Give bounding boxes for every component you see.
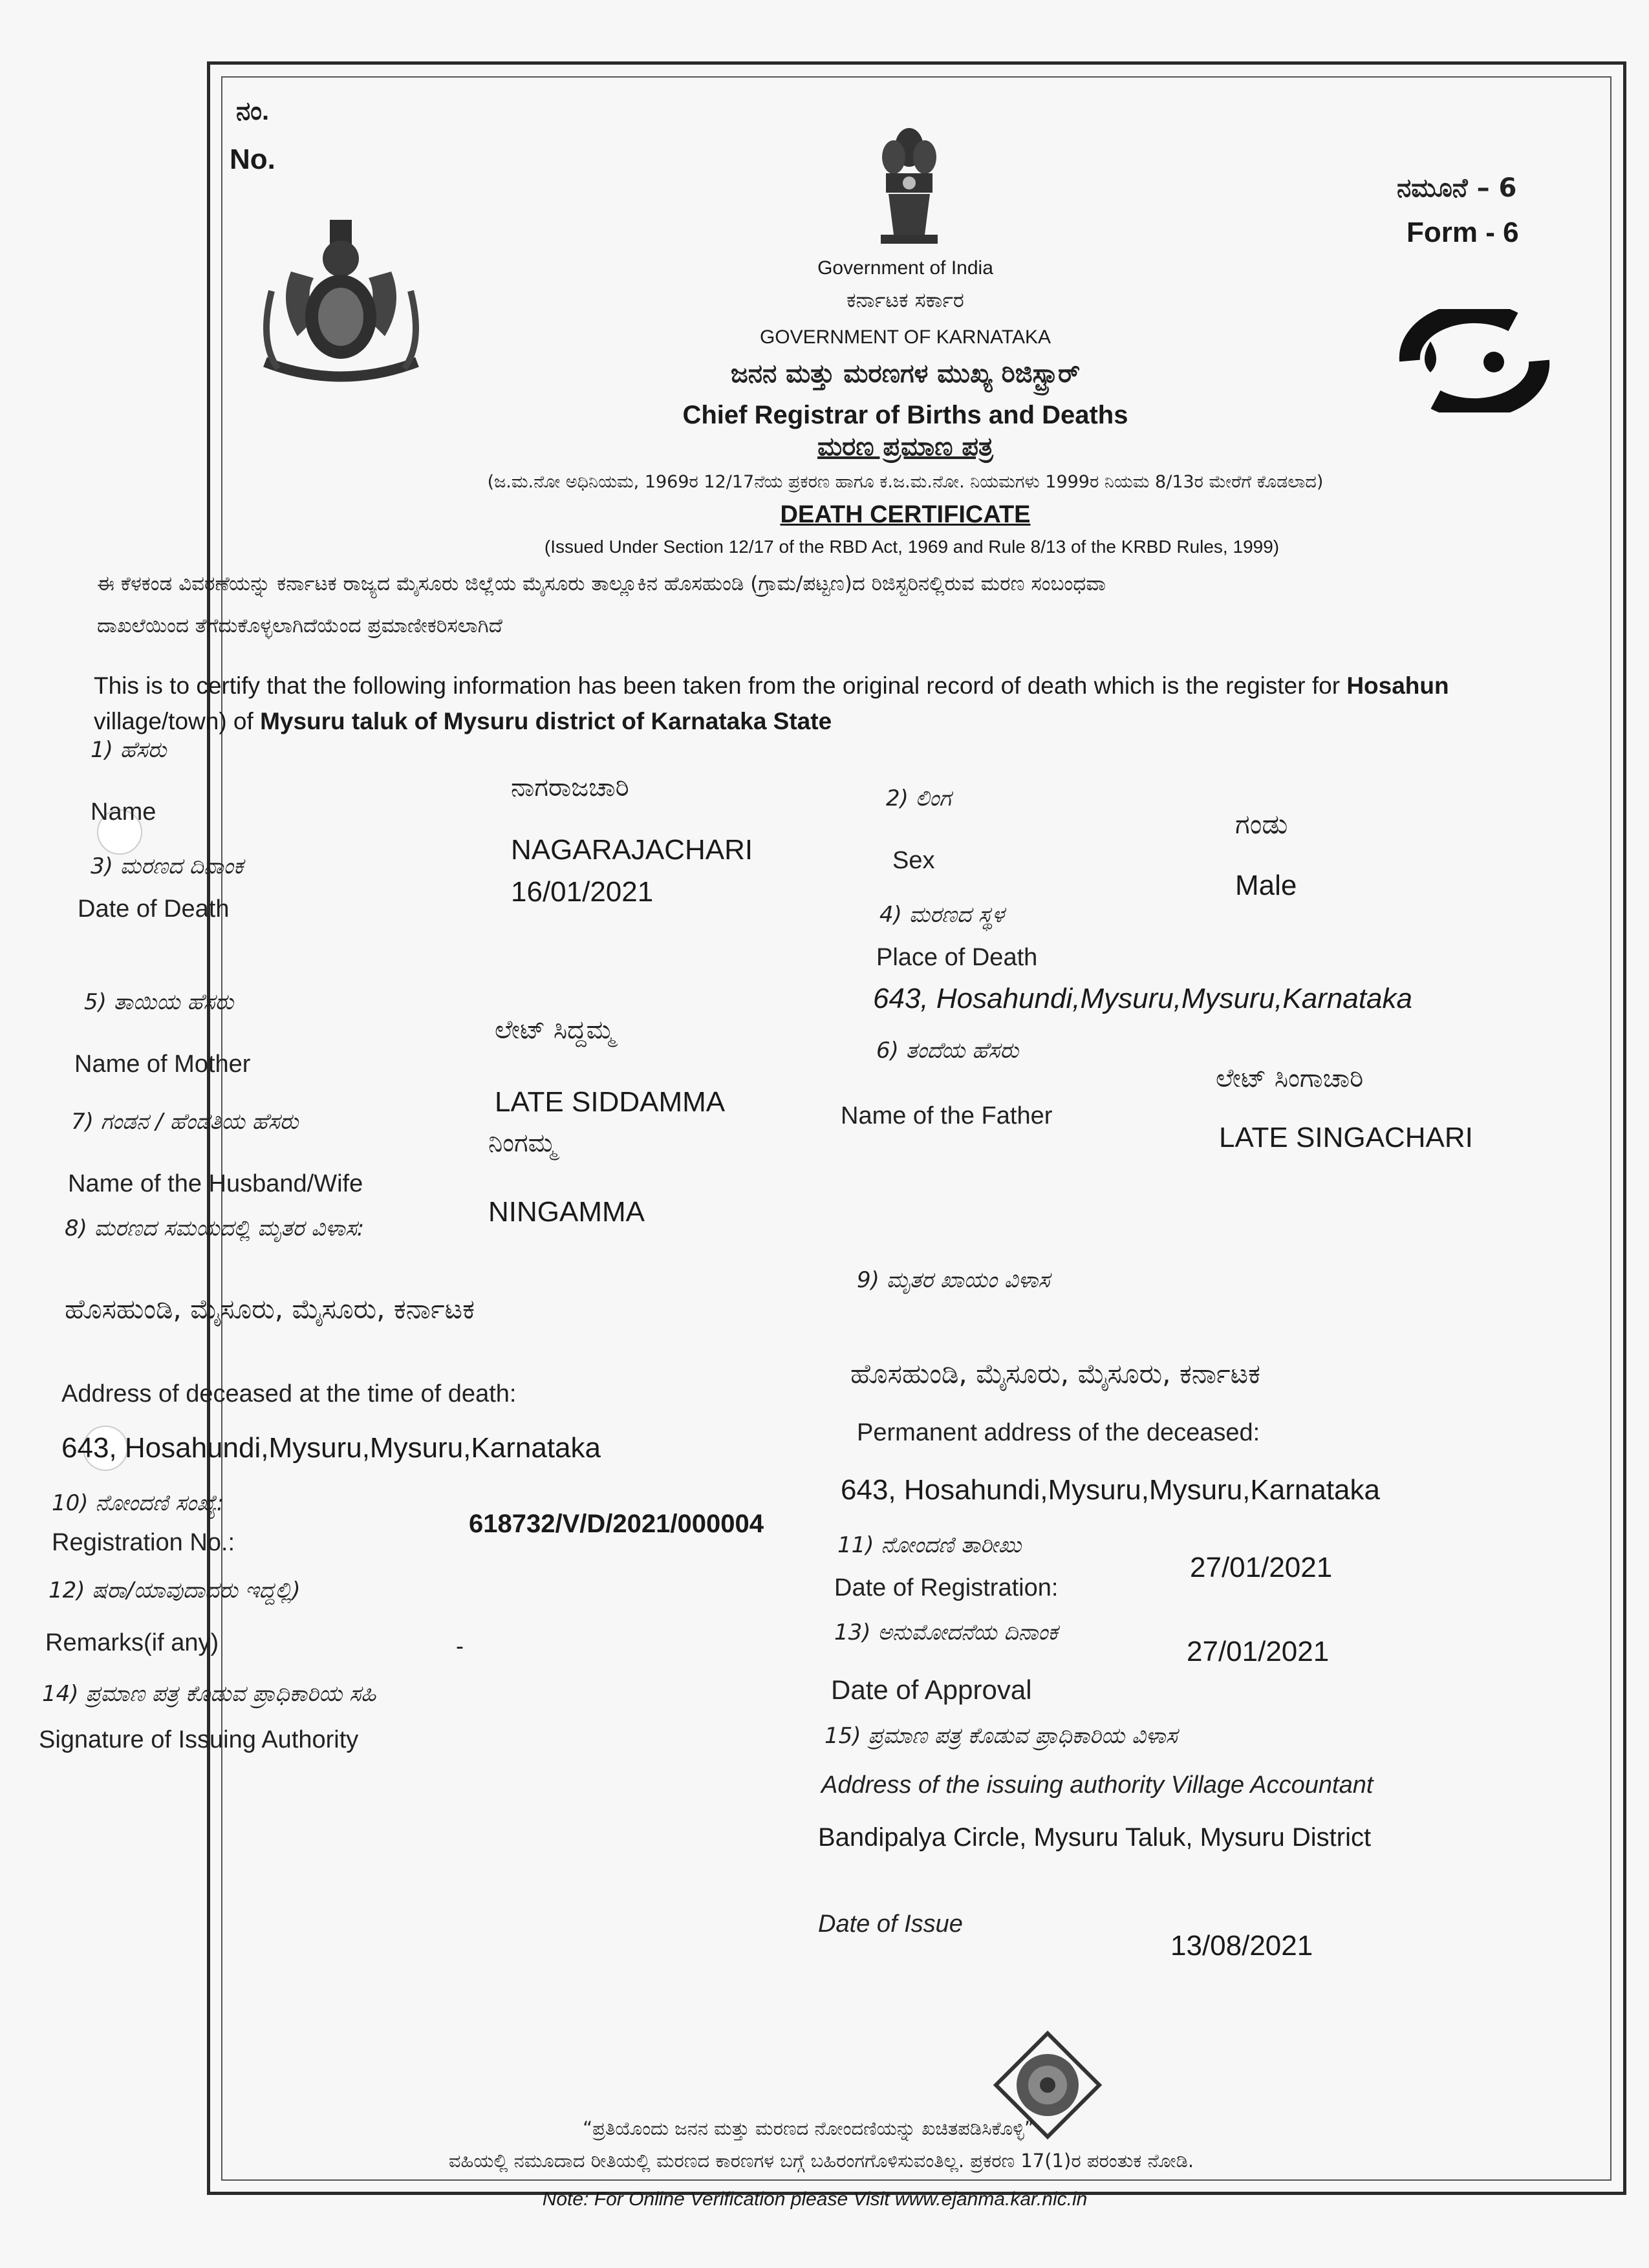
regno-value: 618732/V/D/2021/000004 — [469, 1510, 764, 1538]
intro-kn-line1: ಈ ಕೆಳಕಂಡ ವಿವರಣೆಯನ್ನು ಕರ್ನಾಟಕ ರಾಜ್ಯದ ಮೈಸೂರು ಜಿಲ್ಲೆಯ ಮೈಸೂರು ತಾಲ್ಲೂಕಿನ ಹೊಸಹುಂಡಿ (ಗ್ರಾಮ/ಪಟ್ಟಣ)ದ ರಿಜಿಸ್ಟರಿನಲ್ಲಿರುವ ಮರಣ ಸಂಬಂಧವಾ — [97, 572, 1106, 595]
addr-kn-value: ಹೊಸಹುಂಡಿ, ಮೈಸೂರು, ಮೈಸೂರು, ಕರ್ನಾಟಕ — [65, 1293, 475, 1325]
sign-kn-label: 14) ಪ್ರಮಾಣ ಪತ್ರ ಕೊಡುವ ಪ್ರಾಧಿಕಾರಿಯ ಸಹಿ — [42, 1681, 376, 1707]
intro-en-line1 — [94, 672, 1449, 700]
authaddr-kn-label: 15) ಪ್ರಮಾಣ ಪತ್ರ ಕೊಡುವ ಪ್ರಾಧಿಕಾರಿಯ ವಿಳಾಸ — [824, 1723, 1178, 1749]
perm-kn-value: ಹೊಸಹುಂಡಿ, ಮೈಸೂರು, ಮೈಸೂರು, ಕರ್ನಾಟಕ — [850, 1358, 1261, 1389]
sex-kn-label: 2) ಲಿಂಗ — [886, 786, 951, 811]
addr-kn-label: 8) ಮರಣದ ಸಮಯದಲ್ಲಿ ಮೃತರ ವಿಳಾಸ: — [65, 1215, 365, 1241]
footer-kn-line1: “ಪ್ರತಿಯೊಂದು ಜನನ ಮತ್ತು ಮರಣದ ನೋಂದಣಿಯನ್ನು ಖಚಿತಪಡಿಸಿಕೊಳ್ಳಿ” — [583, 2117, 1034, 2139]
pod-value: 643, Hosahundi,Mysuru,Mysuru,Karnataka — [873, 983, 1412, 1014]
issue-value: 13/08/2021 — [1170, 1930, 1313, 1962]
remarks-en-label: Remarks(if any) — [45, 1629, 219, 1656]
registrar-kn: ಜನನ ಮತ್ತು ಮರಣಗಳ ಮುಖ್ಯ ರಿಜಿಸ್ಟ್ರಾರ್ — [730, 359, 1081, 389]
karnataka-emblem-icon — [252, 213, 430, 398]
addr-en-label: Address of deceased at the time of death: — [61, 1380, 517, 1407]
name-kn-label: 1) ಹೆಸರು — [91, 737, 167, 763]
pod-en-label: Place of Death — [876, 944, 1038, 971]
spouse-kn-value: ನಿಂಗಮ್ಮ — [488, 1128, 557, 1158]
no-kn-label: ನಂ. — [236, 97, 270, 125]
intro-en-district: Mysuru taluk of Mysuru district of Karnataka State — [260, 708, 832, 734]
mother-en-value: LATE SIDDAMMA — [495, 1086, 726, 1118]
dod-kn-label: 3) ಮರಣದ ದಿನಾಂಕ — [91, 853, 244, 879]
addr-en-value: 643, Hosahundi,Mysuru,Mysuru,Karnataka — [61, 1432, 601, 1464]
ashoka-emblem-icon — [874, 122, 944, 251]
issue-label: Date of Issue — [818, 1910, 963, 1938]
mother-en-label: Name of Mother — [74, 1051, 251, 1078]
mother-kn-value: ಲೇಟ್ ಸಿದ್ದಮ್ಮ — [495, 1015, 615, 1045]
form-kn-label: ನಮೂನೆ – 6 — [1397, 173, 1517, 203]
remarks-value: - — [456, 1632, 464, 1659]
certificate-en-title: DEATH CERTIFICATE — [780, 501, 1031, 528]
intro-en-text2: village/town) of — [94, 708, 253, 734]
intro-kn-line2: ದಾಖಲೆಯಿಂದ ತೆಗೆದುಕೊಳ್ಳಲಾಗಿದೆಯೆಂದ ಪ್ರಮಾಣೀಕರಿಸಲಾಗಿದೆ — [97, 614, 502, 637]
sex-kn-value: ಗಂಡು — [1235, 808, 1288, 840]
footer-note: Note: For Online Verification please Visit www.ejanma.kar.nic.in — [542, 2188, 1088, 2210]
name-en-value: NAGARAJACHARI — [511, 834, 753, 866]
name-en-label: Name — [91, 798, 156, 826]
father-kn-value: ಲೇಟ್ ಸಿಂಗಾಚಾರಿ — [1216, 1064, 1364, 1093]
approval-value: 27/01/2021 — [1187, 1636, 1330, 1667]
form-en-label: Form - 6 — [1406, 217, 1519, 248]
intro-en-text: This is to certify that the following information has been taken from the original record of death which is the register for — [94, 672, 1341, 699]
remarks-kn-label: 12) ಷರಾ/ಯಾವುದಾದರು ಇದ್ದಲ್ಲಿ) — [48, 1578, 301, 1603]
mother-kn-label: 5) ತಾಯಿಯ ಹೆಸರು — [84, 989, 234, 1015]
sign-en-label: Signature of Issuing Authority — [39, 1726, 359, 1753]
father-en-value: LATE SINGACHARI — [1219, 1122, 1473, 1153]
sex-en-label: Sex — [892, 847, 935, 874]
gov-karnataka-kn: ಕರ್ನಾಟಕ ಸರ್ಕಾರ — [846, 288, 964, 312]
perm-en-value: 643, Hosahundi,Mysuru,Mysuru,Karnataka — [841, 1474, 1380, 1506]
footer-kn-line2: ವಹಿಯಲ್ಲಿ ನಮೂದಾದ ರೀತಿಯಲ್ಲಿ ಮರಣದ ಕಾರಣಗಳ ಬಗ್ಗೆ ಬಹಿರಂಗಗೊಳಿಸುವಂತಿಲ್ಲ. ಪ್ರಕರಣ 17(1)ರ ಪರಂತುಕ ನೋಡಿ. — [448, 2150, 1194, 2172]
pod-kn-label: 4) ಮರಣದ ಸ್ಥಳ — [879, 902, 1004, 928]
gov-karnataka-en: GOVERNMENT OF KARNATAKA — [759, 326, 1051, 348]
regno-kn-label: 10) ನೋಂದಣಿ ಸಂಖ್ಯೆ: — [52, 1490, 224, 1516]
regdate-value: 27/01/2021 — [1190, 1552, 1333, 1583]
no-en-label: No. — [230, 144, 275, 175]
approval-en-label: Date of Approval — [831, 1674, 1032, 1705]
sex-en-value: Male — [1235, 870, 1297, 901]
regno-en-label: Registration No.: — [52, 1529, 235, 1556]
spouse-en-value: NINGAMMA — [488, 1196, 645, 1228]
perm-kn-label: 9) ಮೃತರ ಖಾಯಂ ವಿಳಾಸ — [857, 1267, 1050, 1293]
regdate-kn-label: 11) ನೋಂದಣಿ ತಾರೀಖು — [837, 1532, 1022, 1558]
name-kn-value: ನಾಗರಾಜಚಾರಿ — [511, 773, 629, 802]
gov-india-label: Government of India — [817, 257, 993, 279]
intro-en-place: Hosahun — [1346, 672, 1449, 699]
perm-en-label: Permanent address of the deceased: — [857, 1419, 1260, 1446]
authaddr-value: Bandipalya Circle, Mysuru Taluk, Mysuru District — [818, 1823, 1372, 1852]
act-kn-text: (ಜ.ಮ.ನೋ ಅಧಿನಿಯಮ, 1969ರ 12/17ನೆಯ ಪ್ರಕರಣ ಹಾಗೂ ಕ.ಜ.ಮ.ನೋ. ನಿಯಮಗಳು 1999ರ ನಿಯಮ 8/13ರ ಮೇರೆಗೆ ಕೊಡಲಾದ) — [487, 472, 1324, 492]
certificate-kn-title: ಮರಣ ಪ್ರಮಾಣ ಪತ್ರ — [817, 432, 993, 462]
father-kn-label: 6) ತಂದೆಯ ಹೆಸರು — [876, 1038, 1019, 1064]
intro-en-line2 — [94, 708, 832, 735]
approval-kn-label: 13) ಅನುಮೋದನೆಯ ದಿನಾಂಕ — [834, 1620, 1058, 1645]
dod-value: 16/01/2021 — [511, 876, 654, 908]
spouse-kn-label: 7) ಗಂಡನ / ಹೆಂಡತಿಯ ಹೆಸರು — [71, 1109, 299, 1135]
dod-en-label: Date of Death — [78, 895, 230, 923]
registrar-en: Chief Registrar of Births and Deaths — [682, 401, 1128, 429]
act-en-text: (Issued Under Section 12/17 of the RBD Act, 1969 and Rule 8/13 of the KRBD Rules, 1999) — [544, 537, 1280, 557]
regdate-en-label: Date of Registration: — [834, 1574, 1059, 1601]
father-en-label: Name of the Father — [841, 1102, 1053, 1129]
registration-logo-icon — [1397, 309, 1552, 412]
spouse-en-label: Name of the Husband/Wife — [68, 1170, 363, 1197]
authaddr-en-label: Address of the issuing authority Village Accountant — [821, 1771, 1374, 1799]
